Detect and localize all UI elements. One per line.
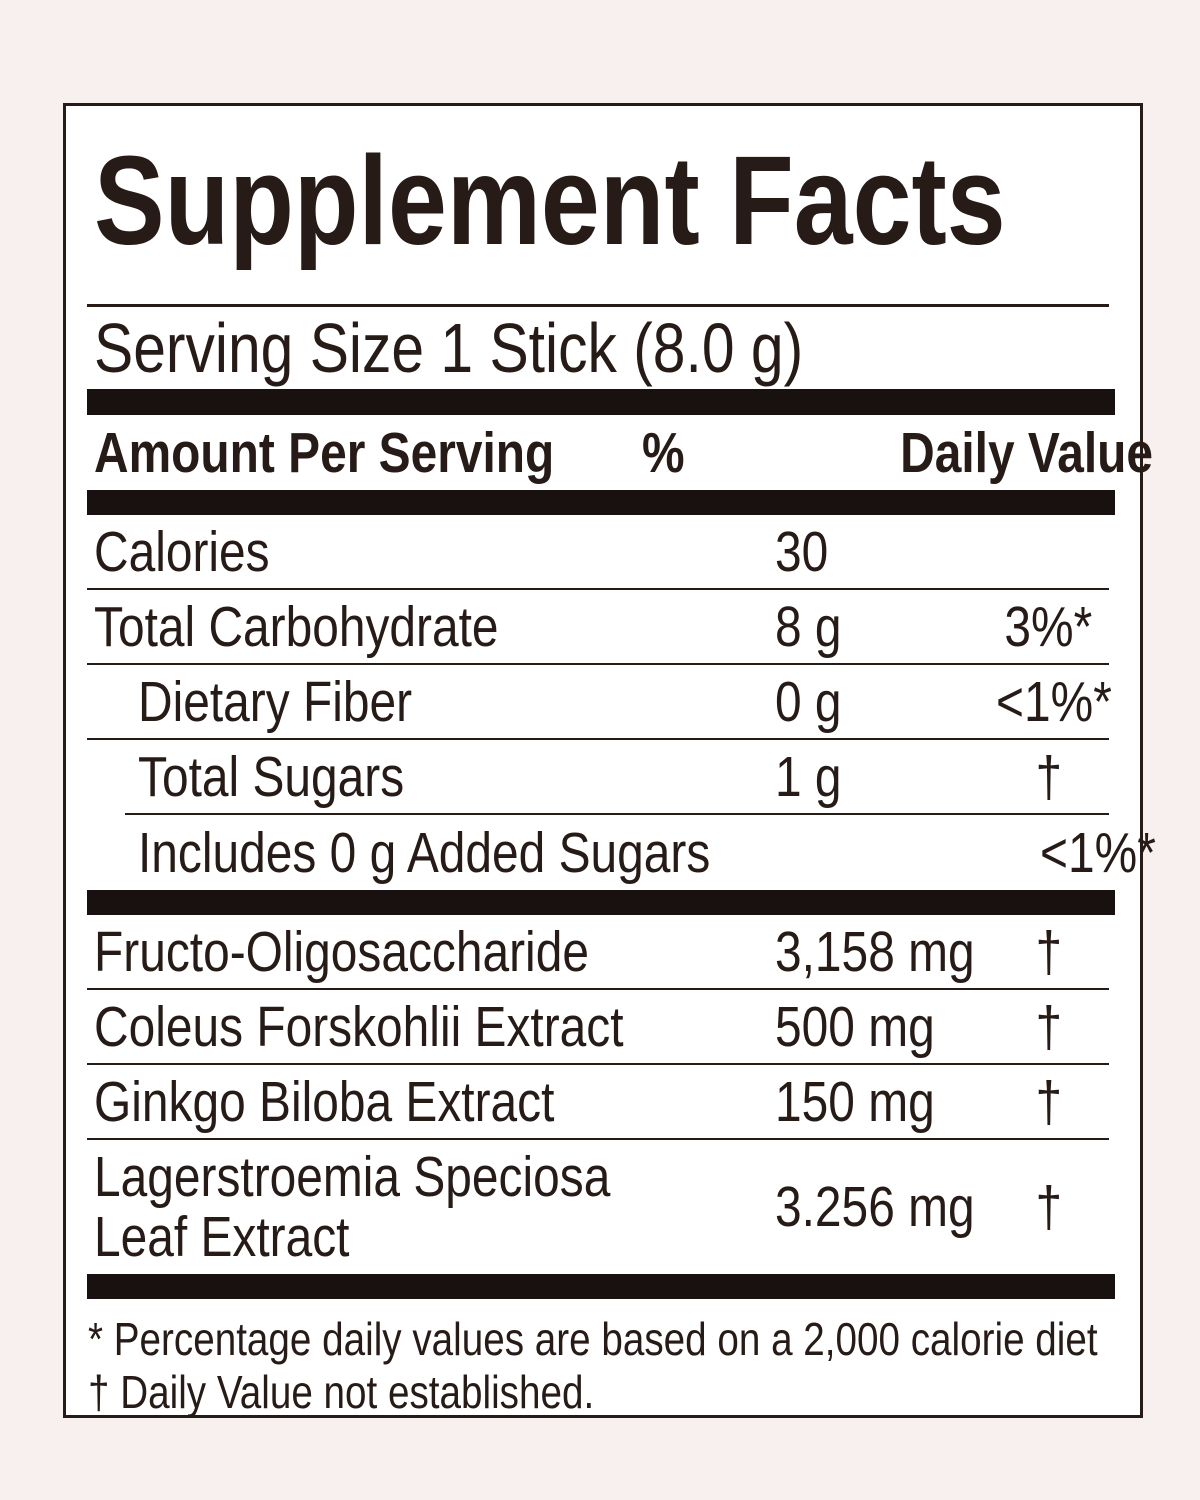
cell-name	[94, 994, 775, 1060]
footnote-daily-values	[88, 1313, 1112, 1366]
header-daily-value	[852, 420, 1153, 486]
name-text: Coleus Forskohlii Extract	[94, 994, 624, 1059]
cell-name	[94, 1147, 775, 1267]
name-text: Lagerstroemia Speciosa Leaf Extract	[94, 1145, 611, 1269]
cell-amount	[775, 519, 985, 585]
supplement-facts-panel	[63, 103, 1157, 1418]
dv-text: †	[1035, 744, 1062, 809]
nutrient-row	[66, 740, 1140, 813]
nutrient-row	[66, 1065, 1140, 1138]
title-block	[66, 130, 1140, 304]
cell-name	[94, 1069, 775, 1135]
thick-bar	[87, 1274, 1115, 1299]
cell-name	[94, 519, 775, 585]
thick-bar	[87, 490, 1115, 515]
cell-amount	[775, 1069, 985, 1135]
header-amount-text: Amount Per Serving	[94, 420, 555, 485]
nutrition-rows	[66, 515, 1157, 890]
cell-name	[94, 594, 775, 660]
nutrient-row	[66, 990, 1140, 1063]
serving-size	[66, 307, 1140, 389]
dv-text: 3%*	[1004, 594, 1093, 659]
nutrient-row	[66, 815, 1157, 890]
panel-title	[94, 130, 1140, 271]
dv-text: <1%*	[996, 669, 1112, 734]
nutrient-row	[66, 1140, 1140, 1274]
panel-title-text: Supplement Facts	[94, 130, 1006, 271]
name-text: Fructo-Oligosaccharide	[94, 919, 589, 984]
nutrient-row	[66, 665, 1140, 738]
header-amount-per-serving	[94, 420, 642, 486]
cell-amount	[775, 669, 985, 735]
dv-text: †	[1035, 1069, 1062, 1134]
header-daily-value-text: Daily Value	[900, 420, 1153, 485]
amount-text: 30	[775, 519, 829, 584]
name-text: Dietary Fiber	[138, 669, 413, 734]
nutrient-row	[66, 590, 1140, 663]
cell-dv	[985, 1174, 1112, 1240]
amount-text: 1 g	[775, 744, 842, 809]
footnote-daily-values-text: * Percentage daily values are based on a 2,000 calorie diet	[88, 1313, 1098, 1365]
name-text: Total Sugars	[138, 744, 405, 809]
cell-dv	[985, 919, 1112, 985]
dv-text: †	[1035, 919, 1062, 984]
cell-dv	[985, 594, 1112, 660]
cell-name	[94, 820, 819, 886]
cell-name	[94, 744, 775, 810]
cell-dv	[1029, 820, 1156, 886]
header-percent-symbol	[642, 420, 852, 486]
amount-text: 3,158 mg	[775, 919, 975, 984]
cell-amount	[775, 919, 985, 985]
footnote-dv-not-established	[88, 1366, 1112, 1419]
ingredient-rows	[66, 915, 1140, 1274]
cell-amount	[775, 994, 985, 1060]
amount-text: 500 mg	[775, 994, 935, 1059]
nutrient-row	[66, 915, 1140, 988]
footnote-dv-not-established-text: † Daily Value not established.	[88, 1366, 595, 1418]
name-text: Ginkgo Biloba Extract	[94, 1069, 555, 1134]
cell-dv	[985, 994, 1112, 1060]
header-percent-text: %	[641, 420, 685, 485]
footnotes	[66, 1299, 1140, 1419]
dv-text: †	[1035, 994, 1062, 1059]
cell-name	[94, 669, 775, 735]
cell-name	[94, 919, 775, 985]
dv-text: <1%*	[1040, 820, 1157, 885]
nutrient-row	[66, 515, 1140, 588]
cell-dv	[985, 744, 1112, 810]
cell-dv	[985, 1069, 1112, 1135]
column-header-row	[66, 415, 1153, 490]
cell-amount	[775, 1174, 985, 1240]
name-text: Calories	[94, 519, 270, 584]
thick-bar	[87, 890, 1115, 915]
amount-text: 150 mg	[775, 1069, 935, 1134]
amount-text: 0 g	[775, 669, 842, 734]
name-text: Total Carbohydrate	[94, 594, 499, 659]
serving-size-text: Serving Size 1 Stick (8.0 g)	[94, 309, 804, 387]
amount-text: 3.256 mg	[775, 1175, 975, 1239]
cell-amount	[775, 594, 985, 660]
amount-text: 8 g	[775, 594, 842, 659]
thick-bar	[87, 389, 1115, 415]
name-text: Includes 0 g Added Sugars	[138, 820, 711, 885]
cell-dv	[985, 669, 1112, 735]
dv-text: †	[1035, 1175, 1062, 1239]
cell-amount	[775, 744, 985, 810]
